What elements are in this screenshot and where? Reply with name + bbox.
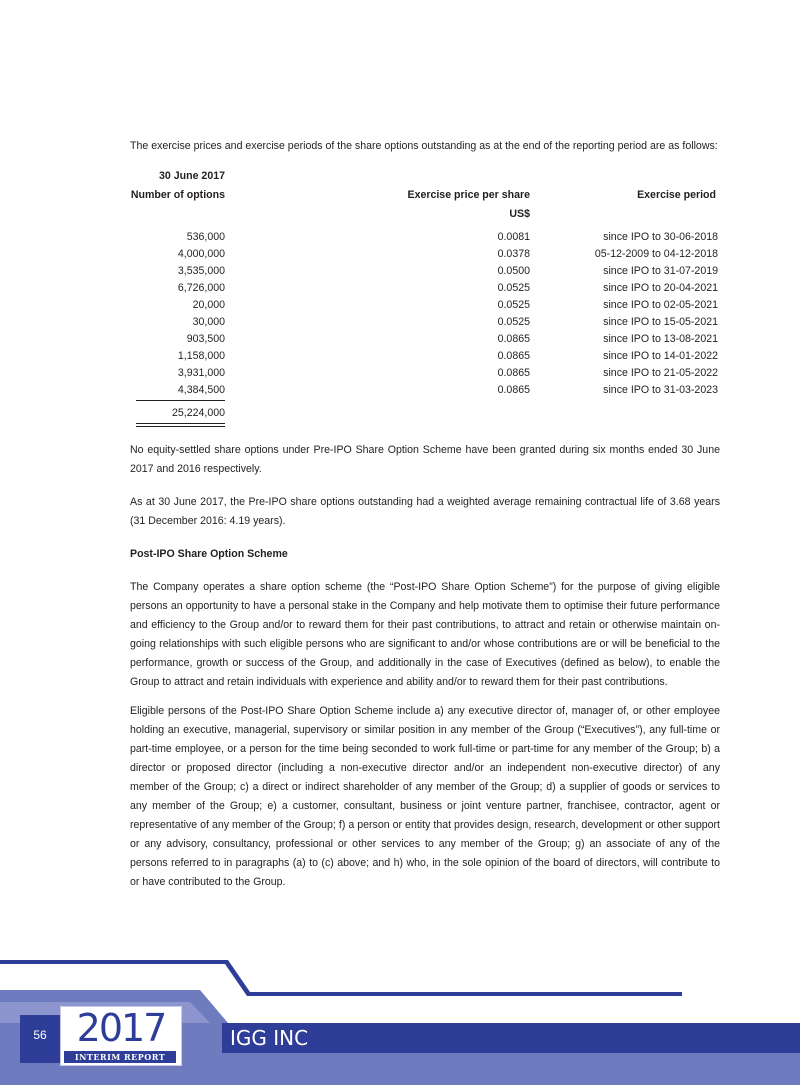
table-row: [130, 348, 720, 365]
cell-price: 0.0865: [497, 367, 530, 379]
table-row: [130, 382, 720, 399]
cell-period: since IPO to 15-05-2021: [603, 316, 718, 328]
cell-options: 1,158,000: [177, 350, 225, 362]
table-row: [130, 365, 720, 382]
cell-options: 4,384,500: [177, 384, 225, 396]
contractual-life-paragraph: As at 30 June 2017, the Pre-IPO share options outstanding had a weighted average remaining contractual life of 3.68 years (31 December 2016: 4.19 years).: [130, 496, 720, 527]
page-number: 56: [20, 1015, 60, 1063]
cell-price: 0.0865: [497, 333, 530, 345]
cell-options: 6,726,000: [177, 282, 225, 294]
cell-price: 0.0081: [497, 231, 530, 243]
table-row: [130, 331, 720, 348]
column-header-price: Exercise price per share: [407, 189, 530, 201]
cell-options: 3,535,000: [177, 265, 225, 277]
eligible-persons-paragraph: Eligible persons of the Post-IPO Share Option Scheme include a) any executive director of, manager of, or other employee holding an executive, managerial, supervisory or similar position in any member of the Group (“Executives”), any full-time or part-time employee, or a person for the time being seconded to work full-time or part-time for any member of the Group; b) a director or proposed director (including a non-executive director and/or an independent non-executive director) of any member of the Group; c) a direct or indirect shareholder of any member of the Group; d) a supplier of goods or services to any member of the Group; e) a customer, consultant, business or joint venture partner, franchisee, contractor, agent or representative of any member of the Group; f) a person or entity that provides design, research, development or other support or any advisory, consultancy, professional or other services to any member of the Group; g) an associate of any of the persons referred to in paragraphs (a) to (c) above; and h) who, in the sole opinion of the board of directors, will contribute to or have contributed to the Group.: [130, 705, 720, 888]
page-footer: [0, 940, 800, 1085]
interim-report-logo: [60, 1006, 182, 1066]
total-row: [130, 401, 720, 423]
cell-price: 0.0525: [497, 282, 530, 294]
cell-period: 05-12-2009 to 04-12-2018: [594, 248, 718, 260]
table-row: [130, 280, 720, 297]
column-header-date: 30 June 2017: [159, 170, 225, 182]
cell-price: 0.0500: [497, 265, 530, 277]
options-table-body: [130, 229, 720, 427]
cell-price: 0.0378: [497, 248, 530, 260]
total-double-rule: [136, 423, 225, 427]
cell-options: 536,000: [186, 231, 225, 243]
options-table-header: [130, 167, 720, 229]
table-row: [130, 297, 720, 314]
cell-options: 903,500: [186, 333, 225, 345]
cell-period: since IPO to 30-06-2018: [603, 231, 718, 243]
table-row: [130, 246, 720, 263]
cell-period: since IPO to 14-01-2022: [603, 350, 718, 362]
cell-options: 20,000: [192, 299, 225, 311]
page-content: [130, 137, 720, 892]
cell-period: since IPO to 13-08-2021: [603, 333, 718, 345]
column-header-options: Number of options: [130, 189, 225, 201]
intro-paragraph: The exercise prices and exercise periods of the share options outstanding as at the end of the reporting period are as follows:: [130, 140, 718, 152]
logo-subtitle: INTERIM REPORT: [64, 1051, 176, 1063]
cell-period: since IPO to 31-03-2023: [603, 384, 718, 396]
granted-paragraph: No equity-settled share options under Pre-IPO Share Option Scheme have been granted during six months ended 30 June 2017 and 2016 respectively.: [130, 444, 720, 475]
cell-period: since IPO to 21-05-2022: [603, 367, 718, 379]
column-header-price-unit: US$: [509, 208, 530, 220]
table-row: [130, 263, 720, 280]
scheme-paragraph: The Company operates a share option scheme (the “Post-IPO Share Option Scheme”) for the purpose of giving eligible persons an opportunity to have a personal stake in the Company and help motivate them to optimise their future performance and efficiency to the Group and/or to reward them for their past contributions, to attract and retain or otherwise maintain on-going relationships with such eligible persons who are significant to and/or whose contributions are or will be beneficial to the performance, growth or success of the Group, and additionally in the case of Executives (defined as below), to enable the Group to attract and retain individuals with experience and ability and/or to reward them for their past contributions.: [130, 581, 720, 688]
cell-period: since IPO to 02-05-2021: [603, 299, 718, 311]
table-row: [130, 229, 720, 246]
cell-period: since IPO to 31-07-2019: [603, 265, 718, 277]
cell-price: 0.0525: [497, 299, 530, 311]
cell-price: 0.0525: [497, 316, 530, 328]
cell-total: 25,224,000: [171, 407, 225, 419]
cell-price: 0.0865: [497, 350, 530, 362]
company-name: IGG INC: [222, 1023, 800, 1053]
cell-options: 30,000: [192, 316, 225, 328]
cell-options: 4,000,000: [177, 248, 225, 260]
cell-options: 3,931,000: [177, 367, 225, 379]
post-ipo-heading: Post-IPO Share Option Scheme: [130, 548, 288, 560]
cell-price: 0.0865: [497, 384, 530, 396]
logo-year: 2017: [76, 1006, 166, 1050]
column-header-period: Exercise period: [637, 189, 716, 201]
table-row: [130, 314, 720, 331]
cell-period: since IPO to 20-04-2021: [603, 282, 718, 294]
